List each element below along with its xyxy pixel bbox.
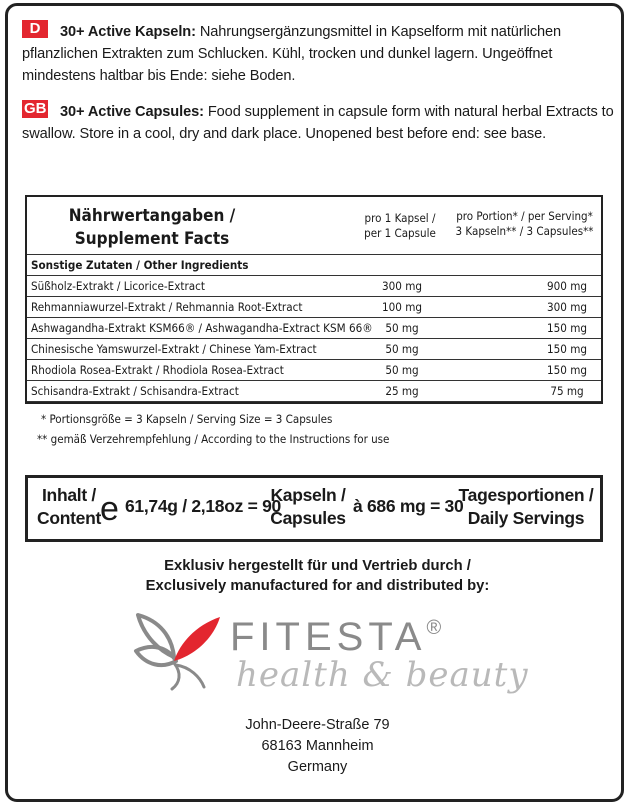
per-capsule-header-en: per 1 Capsule <box>364 226 436 240</box>
daily-servings-en: Daily Servings <box>467 508 585 528</box>
ingredient-name: Rehmanniawurzel-Extrakt / Rehmannia Root-Extract <box>31 300 303 314</box>
footnote-instructions: ** gemäß Verzehrempfehlung / According to the Instructions for use <box>37 432 390 446</box>
english-heading: 30+ Active Capsules: <box>60 104 204 120</box>
english-description <box>22 98 614 145</box>
per-capsule-value: 50 mg <box>385 342 419 356</box>
english-text: Food supplement in capsule form with natural herbal Extracts to swallow. Store in a cool, dry and dark place. Unopened best before end: see base. <box>22 104 614 142</box>
per-capsule-header-de: pro 1 Kapsel / <box>364 211 436 225</box>
per-capsule-header <box>355 211 445 241</box>
content-label-de: Inhalt / <box>42 485 96 505</box>
table-row <box>27 317 601 338</box>
german-heading: 30+ Active Kapseln: <box>60 24 196 40</box>
per-serving-header-line1: pro Portion* / per Serving* <box>456 209 593 223</box>
per-capsule-value: 100 mg <box>382 300 423 314</box>
capsules-label <box>268 484 348 530</box>
address-country: Germany <box>287 759 348 775</box>
german-text: Nahrungsergänzungsmittel in Kapselform mit natürlichen pflanzlichen Extrakten zum Schlucken. Kühl, trocken und dunkel lagern. Ungeöffnet mindestens haltbar bis Ende: siehe Boden. <box>22 24 562 84</box>
per-capsule-value: 50 mg <box>385 321 419 335</box>
content-label-en: Content <box>37 508 101 528</box>
brand-name <box>230 615 441 660</box>
ingredient-name: Schisandra-Extrakt / Schisandra-Extract <box>31 384 239 398</box>
estimated-sign-icon: e <box>100 490 119 528</box>
capsule-weight: à 686 mg = 30 <box>353 496 464 516</box>
content-weight: 61,74g / 2,18oz = 90 <box>125 496 281 516</box>
table-row <box>27 338 601 359</box>
fitesta-logo-icon <box>130 607 225 692</box>
manufacturer-note-en: Exclusively manufactured for and distributed by: <box>145 578 490 594</box>
per-serving-value: 300 mg <box>547 300 588 314</box>
content-box <box>25 475 603 542</box>
per-serving-value: 150 mg <box>547 321 588 335</box>
address-street: John-Deere-Straße 79 <box>245 717 390 733</box>
capsules-label-en: Capsules <box>270 508 346 528</box>
address-city: 68163 Mannheim <box>261 738 374 754</box>
german-description <box>22 18 614 87</box>
ingredient-name: Ashwagandha-Extrakt KSM66® / Ashwagandha-Extract KSM 66® <box>31 321 373 335</box>
table-row <box>27 275 601 296</box>
per-serving-value: 900 mg <box>547 279 588 293</box>
supplement-facts-table <box>25 195 603 404</box>
ingredient-name: Chinesische Yamswurzel-Extrakt / Chinese Yam-Extract <box>31 342 317 356</box>
per-serving-value: 150 mg <box>547 342 588 356</box>
per-serving-value: 75 mg <box>550 384 584 398</box>
daily-servings-label <box>456 484 596 530</box>
german-flag-badge: D <box>22 20 48 38</box>
per-capsule-value: 25 mg <box>385 384 419 398</box>
ingredient-name: Süßholz-Extrakt / Licorice-Extract <box>31 279 205 293</box>
table-row <box>27 380 601 402</box>
table-row <box>27 296 601 317</box>
facts-title-en: Supplement Facts <box>74 229 230 249</box>
ingredient-name: Rhodiola Rosea-Extrakt / Rhodiola Rosea-Extract <box>31 363 284 377</box>
per-capsule-value: 50 mg <box>385 363 419 377</box>
english-flag-badge: GB <box>24 100 47 117</box>
daily-servings-de: Tagesportionen / <box>458 485 594 505</box>
facts-title-de: Nährwertangaben / <box>68 206 236 226</box>
brand-wordmark: FITESTA <box>230 615 427 659</box>
per-serving-header <box>447 209 602 239</box>
facts-rows <box>27 254 601 402</box>
per-serving-header-line2: 3 Kapseln** / 3 Capsules** <box>455 224 594 238</box>
capsules-label-de: Kapseln / <box>270 485 346 505</box>
manufacturer-note-de: Exklusiv hergestellt für und Vertrieb durch / <box>164 558 471 574</box>
content-label <box>34 484 104 530</box>
per-serving-value: 150 mg <box>547 363 588 377</box>
facts-title <box>52 205 252 251</box>
section-row <box>27 254 601 275</box>
section-title: Sonstige Zutaten / Other Ingredients <box>31 258 249 272</box>
footnote-serving-size: * Portionsgröße = 3 Kapseln / Serving Size = 3 Capsules <box>41 412 333 426</box>
registered-mark: ® <box>426 617 442 639</box>
table-row <box>27 359 601 380</box>
per-capsule-value: 300 mg <box>382 279 423 293</box>
brand-tagline: health & beauty <box>236 655 529 695</box>
